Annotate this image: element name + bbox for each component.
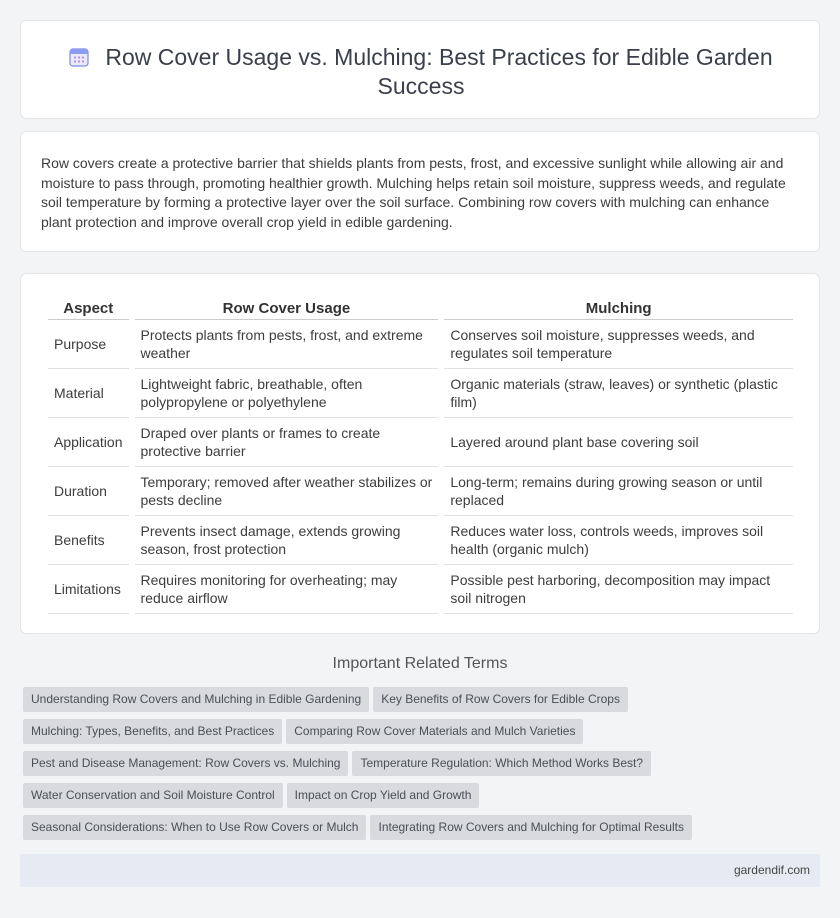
related-term-link[interactable]: Key Benefits of Row Covers for Edible Crops [373,687,628,712]
table-row [48,320,793,369]
header-aspect: Aspect [48,296,129,320]
aspect-cell: Purpose [48,320,129,369]
related-term-link[interactable]: Temperature Regulation: Which Method Works Best? [352,751,651,776]
row-cover-cell: Protects plants from pests, frost, and extreme weather [135,320,439,369]
header-mulching: Mulching [444,296,793,320]
row-cover-cell: Prevents insect damage, extends growing season, frost protection [135,516,439,565]
comparison-table-card [20,273,820,634]
calendar-icon [69,47,89,67]
table-header-row [48,296,793,320]
table-row [48,565,793,614]
mulching-cell: Possible pest harboring, decomposition may impact soil nitrogen [444,565,793,614]
header-row-cover: Row Cover Usage [135,296,439,320]
mulching-cell: Layered around plant base covering soil [444,418,793,467]
mulching-cell: Long-term; remains during growing season or until replaced [444,467,793,516]
row-cover-cell: Draped over plants or frames to create protective barrier [135,418,439,467]
related-term-link[interactable]: Impact on Crop Yield and Growth [287,783,480,808]
row-cover-cell: Lightweight fabric, breathable, often polypropylene or polyethylene [135,369,439,418]
table-row [48,516,793,565]
intro-paragraph: Row covers create a protective barrier that shields plants from pests, frost, and excessive sunlight while allowing air and moisture to pass through, promoting healthier growth. Mulching helps retain soil moisture, suppress weeds, and regulate soil temperature by forming a protective layer over the soil surface. Combining row covers with mulching can enhance plant protection and improve overall crop yield in edible gardening. [41,155,786,230]
related-term-link[interactable]: Pest and Disease Management: Row Covers vs. Mulching [23,751,348,776]
table-row [48,467,793,516]
row-cover-cell: Requires monitoring for overheating; may reduce airflow [135,565,439,614]
footer-site-link[interactable]: gardendif.com [733,863,810,877]
related-term-link[interactable]: Understanding Row Covers and Mulching in Edible Gardening [23,687,369,712]
aspect-cell: Limitations [48,565,129,614]
related-term-link[interactable]: Integrating Row Covers and Mulching for Optimal Results [370,815,691,840]
aspect-cell: Material [48,369,129,418]
page-title: Row Cover Usage vs. Mulching: Best Practices for Edible Garden Success [105,44,773,99]
comparison-table [42,296,799,614]
mulching-cell: Conserves soil moisture, suppresses weeds, and regulates soil temperature [444,320,793,369]
related-term-link[interactable]: Mulching: Types, Benefits, and Best Practices [23,719,282,744]
aspect-cell: Benefits [48,516,129,565]
title-card [20,20,820,119]
table-row [48,418,793,467]
mulching-cell: Organic materials (straw, leaves) or synthetic (plastic film) [444,369,793,418]
related-term-link[interactable]: Comparing Row Cover Materials and Mulch Varieties [286,719,583,744]
related-terms-list [23,687,703,847]
aspect-cell: Duration [48,467,129,516]
related-term-link[interactable]: Seasonal Considerations: When to Use Row Covers or Mulch [23,815,366,840]
intro-card [20,131,820,252]
page-title-row [61,43,781,101]
row-cover-cell: Temporary; removed after weather stabilizes or pests decline [135,467,439,516]
related-term-link[interactable]: Water Conservation and Soil Moisture Control [23,783,283,808]
related-terms-heading: Important Related Terms [332,655,508,672]
footer-bar [20,854,820,887]
mulching-cell: Reduces water loss, controls weeds, improves soil health (organic mulch) [444,516,793,565]
aspect-cell: Application [48,418,129,467]
table-row [48,369,793,418]
